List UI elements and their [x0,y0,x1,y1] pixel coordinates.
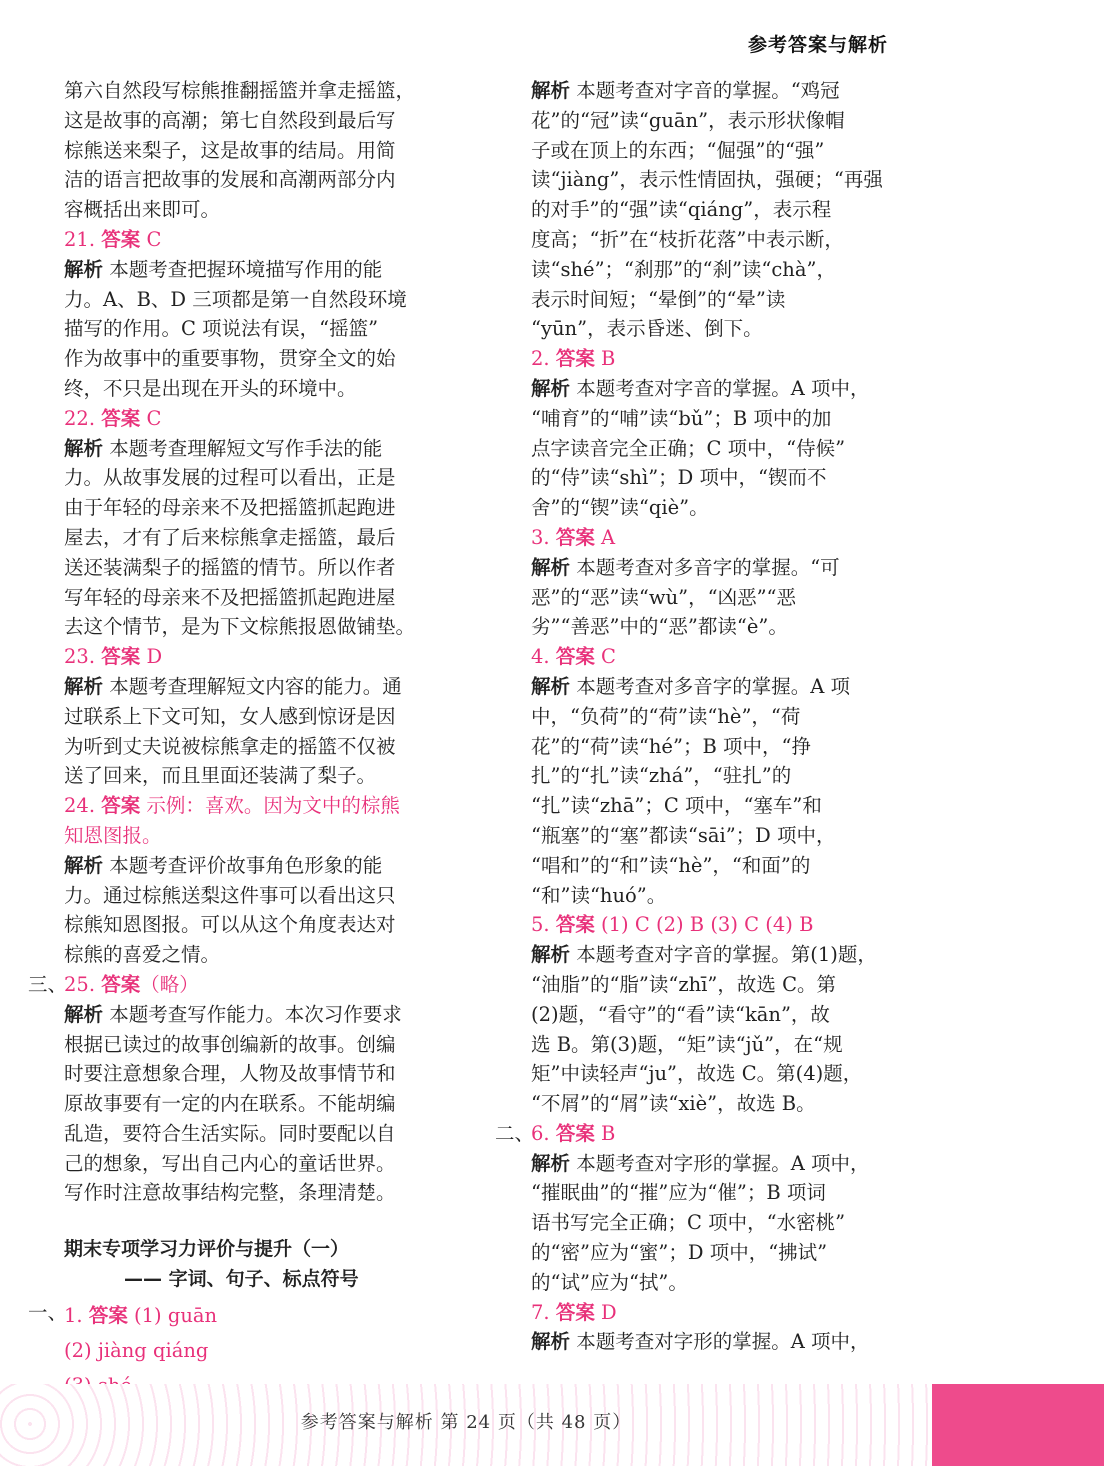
left-column [28,76,436,1438]
analysis-6: 解析 本题考查对字形的掌握。A 项中， “摧眠曲”的“摧”应为“催”；B 项词 语书写完全正确；C 项中，“水密桃” 的“密”应为“蜜”；D 项中，“拂试” 的“试”应为“拭”。 [531,1151,870,1294]
answer-5: 5. 答案 (1) C (2) B (3) C (4) B [531,913,814,937]
paragraph-continuation [64,76,436,225]
analysis-25: 解析 本题考查写作能力。本次习作要求 根据已读过的故事创编新的故事。创编 时要注意想象合理，人物及故事情节和 原故事要有一定的内在联系。不能胡编 乱造，要符合生活实际。同时要配以自 己的想象，写出自己内心的童话世界。 写作时注意故事结构完整，条理清楚。 [64,1002,402,1205]
footer-pink-block [932,1384,1104,1466]
page-footer: 参考答案与解析 第 24 页（共 48 页） [300,1412,632,1433]
text-line: 这是故事的高潮；第七自然段到最后写 [64,108,396,132]
answer-24: 24. 答案 示例：喜欢。因为文中的棕熊 知恩图报。 [64,794,400,847]
answer-2: 2. 答案 B [531,347,616,371]
answer-7: 7. 答案 D [531,1300,617,1324]
analysis-2: 解析 本题考查对字音的掌握。A 项中， “哺育”的“哺”读“bǔ”；B 项中的加 点字读音完全正确；C 项中，“侍候” 的“侍”读“shì”；D 项中，“锲而不 舍”的“锲”读“qiè”。 [531,376,870,520]
section-marker: 二、 [495,1121,535,1145]
answer-23: 23. 答案 D [64,645,163,669]
analysis-23: 解析 本题考查理解短文内容的能力。通 过联系上下文可知，女人感到惊讶是因 为听到丈夫说被棕熊拿走的摇篮不仅被 送了回来，而且里面还装满了梨子。 [64,674,402,788]
analysis-7: 解析 本题考查对字形的掌握。A 项中， [531,1330,870,1354]
section-2 [495,1119,896,1149]
section-3 [28,970,436,1000]
analysis-21: 解析 本题考查把握环境描写作用的能 力。A、B、D 三项都是第一自然段环境 描写的作用。C 项说法有误，“摇篮” 作为故事中的重要事物，贯穿全文的始 终，不只是出现在开头的环境中。 [64,257,407,400]
answer-4: 4. 答案 C [531,645,616,669]
section-title: 期末专项学习力评价与提升（一） [64,1238,350,1261]
analysis-4: 解析 本题考查对多音字的掌握。A 项 中，“负荷”的“荷”读“hè”，“荷 花”的“荷”读“hé”；B 项中，“挣 扎”的“扎”读“zhá”，“驻扎”的 “扎”读“zhā”；C 项中，“塞车”和 “瓶塞”的“塞”都读“sāi”；D 项中， “唱和”的“和”读“hè”，“和面”的 “和”读“huó”。 [531,674,850,907]
text-line: 棕熊送来梨子，这是故事的结局。用简 [64,138,396,162]
section-marker: 三、 [28,972,68,996]
analysis-1: 解析 本题考查对字音的掌握。“鸡冠 花”的“冠”读“guān”，表示形状像帽 子或在顶上的东西；“倔强”的“强” 读“jiàng”，表示性情固执，强硬；“再强 的对手”的“强”读“qiáng”，表示程 度高；“折”在“枝折花落”中表示断， 读“shé”；“刹那”的“刹”读“chà”， 表示时间短；“晕倒”的“晕”读 “yūn”，表示昏迷、倒下。 [531,79,883,341]
answer-25: 25. 答案（略） [64,972,199,996]
answer-22: 22. 答案 C [64,406,162,430]
section-marker: 一、 [28,1301,68,1325]
analysis-24: 解析 本题考查评价故事角色形象的能 力。通过棕熊送梨这件事可以看出这只 棕熊知恩图报。可以从这个角度表达对 棕熊的喜爱之情。 [64,853,396,967]
analysis-3: 解析 本题考查对多音字的掌握。“可 恶”的“恶”读“wù”，“凶恶”“恶 劣”“善恶”中的“恶”都读“è”。 [531,555,840,639]
answer-21: 21. 答案 C [64,227,162,251]
text-line: 容概括出来即可。 [64,198,221,222]
analysis-22: 解析 本题考查理解短文写作手法的能 力。从故事发展的过程可以看出，正是 由于年轻的母亲来不及把摇篮抓起跑进 屋去，才有了后来棕熊拿走摇篮，最后 送还装满梨子的摇篮的情节。所以作者 写年轻的母亲来不及把摇篮抓起跑进屋 去这个情节，是为下文棕熊报恩做铺垫。 [64,436,416,639]
section-subtitle: —— 字词、句子、标点符号 [124,1268,359,1291]
text-line: 洁的语言把故事的发展和高潮两部分内 [64,168,396,192]
answer-3: 3. 答案 A [531,525,616,549]
right-column [495,76,896,1357]
answer-1: 1. 答案 (1) guān (2) jiàng qiáng [64,1304,218,1363]
page-header-title: 参考答案与解析 [747,34,888,56]
analysis-5: 解析 本题考查对字音的掌握。第(1)题， “油脂”的“脂”读“zhī”，故选 C。第 (2)题，“看守”的“看”读“kān”，故 选 B。第(3)题，“矩”读“jǔ”，在“规 矩”中读轻声“ju”，故选 C。第(4)题， “不屑”的“屑”读“xiè”，故选 B。 [531,943,877,1116]
text-line: 第六自然段写棕熊推翻摇篮并拿走摇篮， [64,79,416,102]
answer-6: 6. 答案 B [531,1121,616,1145]
